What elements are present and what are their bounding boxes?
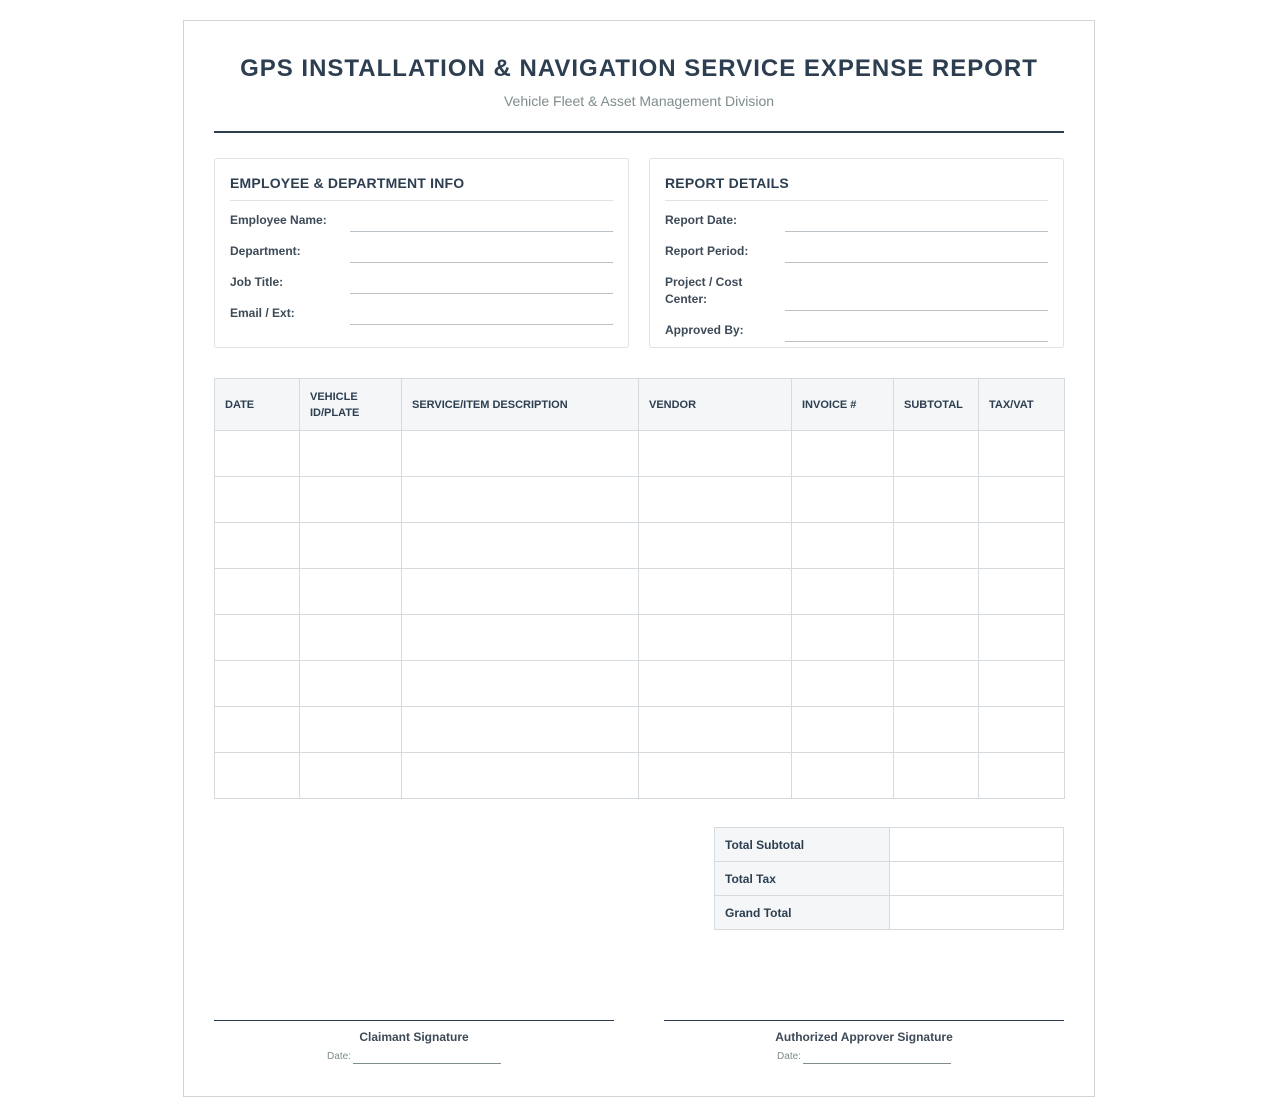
table-cell[interactable] [402, 661, 639, 707]
table-row [215, 477, 1065, 523]
cost-center-input[interactable] [785, 293, 1048, 311]
table-cell[interactable] [300, 753, 402, 799]
approver-signature-line[interactable] [664, 1020, 1064, 1021]
approved-by-label: Approved By: [665, 323, 744, 337]
totals-table [714, 827, 1064, 930]
claimant-date-label: Date: [327, 1051, 351, 1062]
table-cell[interactable] [894, 661, 979, 707]
table-cell[interactable] [215, 707, 300, 753]
table-cell[interactable] [300, 661, 402, 707]
table-cell[interactable] [792, 615, 894, 661]
col-header-tax: TAX/VAT [979, 379, 1065, 431]
table-row [215, 569, 1065, 615]
email-ext-label: Email / Ext: [230, 306, 295, 320]
table-cell[interactable] [792, 477, 894, 523]
table-row [215, 707, 1065, 753]
claimant-signature-block [214, 1020, 614, 1064]
table-cell[interactable] [979, 569, 1065, 615]
approver-date-input[interactable] [803, 1054, 951, 1064]
table-cell[interactable] [639, 431, 792, 477]
total-subtotal-value[interactable] [890, 828, 1064, 862]
total-tax-value[interactable] [890, 862, 1064, 896]
table-cell[interactable] [792, 569, 894, 615]
table-cell[interactable] [402, 477, 639, 523]
report-subtitle: Vehicle Fleet & Asset Management Division [503, 93, 775, 109]
table-cell[interactable] [402, 569, 639, 615]
cost-center-label: Project / Cost Center: [665, 275, 743, 306]
col-header-invoice: INVOICE # [792, 379, 894, 431]
table-cell[interactable] [639, 753, 792, 799]
table-cell[interactable] [215, 523, 300, 569]
table-cell[interactable] [402, 707, 639, 753]
approved-by-input[interactable] [785, 324, 1048, 342]
grand-total-row [715, 896, 1064, 930]
table-cell[interactable] [792, 707, 894, 753]
approver-date-label: Date: [777, 1051, 801, 1062]
table-cell[interactable] [894, 707, 979, 753]
table-cell[interactable] [979, 523, 1065, 569]
table-cell[interactable] [639, 569, 792, 615]
table-cell[interactable] [639, 615, 792, 661]
report-period-label: Report Period: [665, 244, 749, 258]
email-ext-field [230, 305, 613, 325]
employee-name-field [230, 212, 613, 232]
employee-info-box [214, 158, 629, 348]
table-cell[interactable] [402, 431, 639, 477]
table-cell[interactable] [300, 477, 402, 523]
table-cell[interactable] [215, 661, 300, 707]
table-cell[interactable] [639, 477, 792, 523]
table-cell[interactable] [215, 615, 300, 661]
table-cell[interactable] [979, 661, 1065, 707]
table-cell[interactable] [300, 523, 402, 569]
table-row [215, 615, 1065, 661]
claimant-date-input[interactable] [353, 1054, 501, 1064]
table-cell[interactable] [979, 707, 1065, 753]
table-row [215, 661, 1065, 707]
department-field [230, 243, 613, 263]
table-cell[interactable] [979, 615, 1065, 661]
report-details-box [649, 158, 1064, 348]
department-input[interactable] [350, 245, 613, 263]
info-section [214, 158, 1064, 348]
total-subtotal-label: Total Subtotal [715, 828, 890, 862]
approver-signature-block [664, 1020, 1064, 1064]
claimant-date [214, 1050, 614, 1064]
col-header-date: DATE [215, 379, 300, 431]
table-row [215, 431, 1065, 477]
total-tax-label: Total Tax [715, 862, 890, 896]
grand-total-label: Grand Total [715, 896, 890, 930]
table-cell[interactable] [792, 661, 894, 707]
table-cell[interactable] [300, 707, 402, 753]
claimant-signature-label: Claimant Signature [359, 1030, 469, 1044]
report-date-input[interactable] [785, 214, 1048, 232]
table-cell[interactable] [215, 431, 300, 477]
col-header-subtotal: SUBTOTAL [894, 379, 979, 431]
table-cell[interactable] [300, 431, 402, 477]
email-ext-input[interactable] [350, 307, 613, 325]
col-header-vehicle: VEHICLE ID/PLATE [300, 379, 402, 431]
report-content [214, 21, 1064, 1062]
expense-table [214, 378, 1065, 799]
claimant-signature-line[interactable] [214, 1020, 614, 1021]
job-title-field [230, 274, 613, 294]
approver-signature-label: Authorized Approver Signature [775, 1030, 953, 1044]
approver-date [664, 1050, 1064, 1064]
table-cell[interactable] [792, 523, 894, 569]
report-period-field [665, 243, 1048, 263]
table-cell[interactable] [215, 753, 300, 799]
table-cell[interactable] [894, 615, 979, 661]
report-date-label: Report Date: [665, 213, 738, 227]
expense-table-header [215, 379, 1065, 431]
report-period-input[interactable] [785, 245, 1048, 263]
table-cell[interactable] [402, 615, 639, 661]
table-cell[interactable] [402, 753, 639, 799]
expense-table-body [215, 431, 1065, 799]
job-title-input[interactable] [350, 276, 613, 294]
grand-total-value[interactable] [890, 896, 1064, 930]
employee-name-label: Employee Name: [230, 213, 327, 227]
table-cell[interactable] [894, 477, 979, 523]
table-cell[interactable] [300, 615, 402, 661]
table-cell[interactable] [215, 569, 300, 615]
total-subtotal-row [715, 828, 1064, 862]
employee-name-input[interactable] [350, 214, 613, 232]
table-cell[interactable] [979, 477, 1065, 523]
table-cell[interactable] [894, 753, 979, 799]
table-row [215, 523, 1065, 569]
col-header-description: SERVICE/ITEM DESCRIPTION [402, 379, 639, 431]
table-cell[interactable] [792, 753, 894, 799]
table-cell[interactable] [402, 523, 639, 569]
department-label: Department: [230, 244, 301, 258]
table-cell[interactable] [792, 431, 894, 477]
expense-report-page [183, 20, 1095, 1097]
table-cell[interactable] [639, 661, 792, 707]
report-title: GPS INSTALLATION & NAVIGATION SERVICE EXPENSE REPORT [240, 55, 1038, 82]
job-title-label: Job Title: [230, 275, 284, 289]
table-cell[interactable] [894, 431, 979, 477]
col-header-vendor: VENDOR [639, 379, 792, 431]
report-details-heading: REPORT DETAILS [665, 174, 1048, 201]
total-tax-row [715, 862, 1064, 896]
table-cell[interactable] [894, 523, 979, 569]
table-cell[interactable] [215, 477, 300, 523]
employee-info-heading: EMPLOYEE & DEPARTMENT INFO [230, 174, 613, 201]
table-cell[interactable] [639, 523, 792, 569]
table-cell[interactable] [300, 569, 402, 615]
table-cell[interactable] [979, 753, 1065, 799]
table-cell[interactable] [894, 569, 979, 615]
cost-center-field [665, 274, 1048, 311]
approved-by-field [665, 322, 1048, 342]
table-cell[interactable] [639, 707, 792, 753]
table-row [215, 753, 1065, 799]
report-date-field [665, 212, 1048, 232]
header-divider [214, 131, 1064, 133]
table-cell[interactable] [979, 431, 1065, 477]
